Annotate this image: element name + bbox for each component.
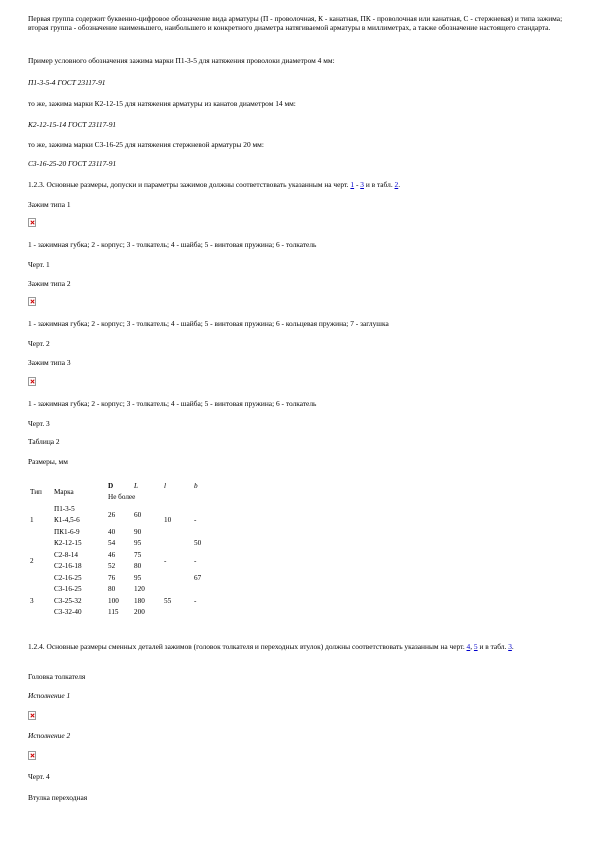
cell-brand: К1-4,5-6 [54, 516, 80, 525]
table-units [28, 457, 568, 466]
chart-2-caption [28, 339, 568, 348]
cell-l: - [164, 556, 167, 565]
intro-paragraph [28, 14, 568, 32]
clause-1-2-3-text [28, 180, 568, 189]
cell-type: 3 [30, 596, 34, 605]
adapter-sleeve-heading [28, 793, 568, 802]
chart-2-text: Черт. 2 [28, 339, 50, 348]
designation-2 [28, 120, 568, 129]
legend-1-text: 1 - зажимная губка; 2 - корпус; 3 - толкатель; 4 - шайба; 5 - винтовая пружина; 6 - толкатель [28, 240, 317, 249]
cell-D: 46 [108, 550, 116, 559]
cell-D: 52 [108, 562, 116, 571]
clause-1-2-3 [28, 180, 568, 189]
cell-L: 90 [134, 527, 142, 536]
chart-4-caption [28, 772, 568, 781]
designation-1-text: П1-3-5-4 ГОСТ 23117-91 [28, 78, 106, 87]
broken-image-icon [28, 218, 36, 227]
cell-brand: С2-16-25 [54, 573, 82, 582]
cell-L: 120 [134, 585, 145, 594]
clause-1-2-3-end: . [398, 180, 401, 189]
chart-5-link[interactable]: 5 [473, 642, 478, 651]
pusher-head-text: Головка толкателя [28, 672, 86, 681]
clause-1-2-3-mid: и в табл. [363, 180, 395, 189]
legend-1 [28, 240, 568, 249]
cell-brand: С3-32-40 [54, 608, 82, 617]
clamp-type-3-heading [28, 358, 568, 367]
chart-1-link[interactable]: 1 [350, 180, 355, 189]
header-L: L [134, 481, 138, 490]
legend-3 [28, 399, 568, 408]
cell-D: 54 [108, 539, 116, 548]
chart-1-text: Черт. 1 [28, 260, 50, 269]
clamp-type-2-heading [28, 279, 568, 288]
table-row [28, 549, 222, 561]
version-1-text: Исполнение 1 [28, 691, 71, 700]
table-2-title-text: Таблица 2 [28, 437, 60, 446]
broken-image-icon [28, 297, 36, 306]
chart-4-link[interactable]: 4 [466, 642, 471, 651]
cell-b: 50 [194, 539, 202, 548]
table-units-text: Размеры, мм [28, 457, 68, 466]
chart-3-link[interactable]: 3 [360, 180, 364, 189]
broken-image-icon [28, 377, 36, 386]
version-1-heading [28, 691, 568, 700]
designation-1 [28, 78, 568, 87]
clause-1-2-4-body: 1.2.4. Основные размеры сменных деталей зажимов (головок толкателя и переходных втулок) должны соответствовать указанным на черт. [28, 642, 467, 651]
header-l: l [164, 481, 166, 490]
table-2-link[interactable]: 2 [394, 180, 399, 189]
legend-2 [28, 319, 568, 328]
cell-D: 100 [108, 596, 119, 605]
same-example-2-text: то же, зажима марки С3-16-25 для натяжения стержневой арматуры 20 мм: [28, 140, 264, 149]
cell-D: 40 [108, 527, 116, 536]
cell-L: 95 [134, 573, 142, 582]
clause-1-2-4-text [28, 642, 568, 651]
intro-text: Первая группа содержит буквенно-цифровое обозначение вида арматуры (П - проволочная, К - канатная, ПК - проволочная или канатная, С - стержневая) и типа зажима; вторая группа - обозначение наименьшего, наибольшего и конкретного диаметра натягиваемой арматуры в миллиметрах, а также обозначение настоящего стандарта. [28, 14, 563, 32]
designation-2-text: К2-12-15-14 ГОСТ 23117-91 [28, 120, 117, 129]
cell-b: - [194, 556, 197, 565]
adapter-sleeve-text: Втулка переходная [28, 793, 88, 802]
cell-b: - [194, 596, 197, 605]
header-not-more: Не более [108, 493, 136, 502]
chart-3-caption [28, 419, 568, 428]
cell-brand: К2-12-15 [54, 539, 82, 548]
cell-D: 76 [108, 573, 116, 582]
cell-l: 10 [164, 516, 172, 525]
clause-1-2-4-mid: и в табл. [477, 642, 509, 651]
designation-3-text: С3-16-25-20 ГОСТ 23117-91 [28, 159, 117, 168]
table-row [28, 538, 222, 550]
table-row [28, 572, 222, 584]
cell-brand: П1-3-5 [54, 504, 75, 513]
cell-L: 95 [134, 539, 142, 548]
cell-b: 67 [194, 573, 202, 582]
cell-D: 80 [108, 585, 116, 594]
header-D: D [108, 481, 114, 490]
clause-1-2-3-body: 1.2.3. Основные размеры, допуски и параметры зажимов должны соответствовать указанным на черт. [28, 180, 351, 189]
legend-3-text: 1 - зажимная губка; 2 - корпус; 3 - толкатель; 4 - шайба; 5 - винтовая пружина; 6 - толкатель [28, 399, 317, 408]
clamp-type-3-text: Зажим типа 3 [28, 358, 71, 367]
chart-4-text: Черт. 4 [28, 772, 50, 781]
clamp-type-1-heading [28, 200, 568, 209]
table-row [28, 584, 222, 596]
cell-L: 180 [134, 596, 145, 605]
cell-L: 75 [134, 550, 142, 559]
header-type: Тип [30, 487, 42, 496]
clause-1-2-4 [28, 642, 568, 651]
cell-type: 2 [30, 556, 34, 565]
version-2-heading [28, 731, 568, 740]
header-b: b [194, 481, 198, 490]
cell-brand: С3-16-25 [54, 585, 82, 594]
clamp-type-2-text: Зажим типа 2 [28, 279, 71, 288]
table-2-title [28, 437, 568, 446]
same-example-2 [28, 140, 568, 149]
cell-L: 60 [134, 510, 142, 519]
chart-3-text: Черт. 3 [28, 419, 50, 428]
cell-b: - [194, 516, 197, 525]
cell-L: 200 [134, 608, 145, 617]
cell-brand: С2-16-18 [54, 562, 82, 571]
cell-l: 55 [164, 596, 172, 605]
same-example-1 [28, 99, 568, 108]
same-example-1-text: то же, зажима марки К2-12-15 для натяжения арматуры из канатов диаметром 14 мм: [28, 99, 296, 108]
broken-image-icon [28, 711, 36, 720]
header-brand: Марка [54, 487, 74, 496]
designation-3 [28, 159, 568, 168]
clamp-type-1-text: Зажим типа 1 [28, 200, 71, 209]
clause-1-2-4-end: . [511, 642, 514, 651]
legend-2-text: 1 - зажимная губка; 2 - корпус; 3 - толкатель; 4 - шайба; 5 - винтовая пружина; 6 - кольцевая пружина; 7 - заглушка [28, 319, 389, 328]
pusher-head-heading [28, 672, 568, 681]
cell-brand: ПК1-6-9 [54, 527, 80, 536]
example-heading-text: Пример условного обозначения зажима марки П1-3-5 для натяжения проволоки диаметром 4 мм: [28, 56, 335, 65]
clause-1-2-4-comma: , [470, 642, 474, 651]
version-2-text: Исполнение 2 [28, 731, 71, 740]
chart-1-caption [28, 260, 568, 269]
cell-D: 26 [108, 510, 116, 519]
table-header-row [28, 480, 222, 492]
cell-D: 115 [108, 608, 119, 617]
cell-brand: С2-8-14 [54, 550, 78, 559]
cell-L: 80 [134, 562, 142, 571]
dimensions-table [28, 480, 222, 618]
broken-image-icon [28, 751, 36, 760]
cell-type: 1 [30, 516, 34, 525]
cell-brand: С3-25-32 [54, 596, 82, 605]
example-heading [28, 56, 568, 65]
clause-1-2-3-dash: - [354, 180, 361, 189]
table-row [28, 503, 222, 515]
table-3-link[interactable]: 3 [508, 642, 512, 651]
